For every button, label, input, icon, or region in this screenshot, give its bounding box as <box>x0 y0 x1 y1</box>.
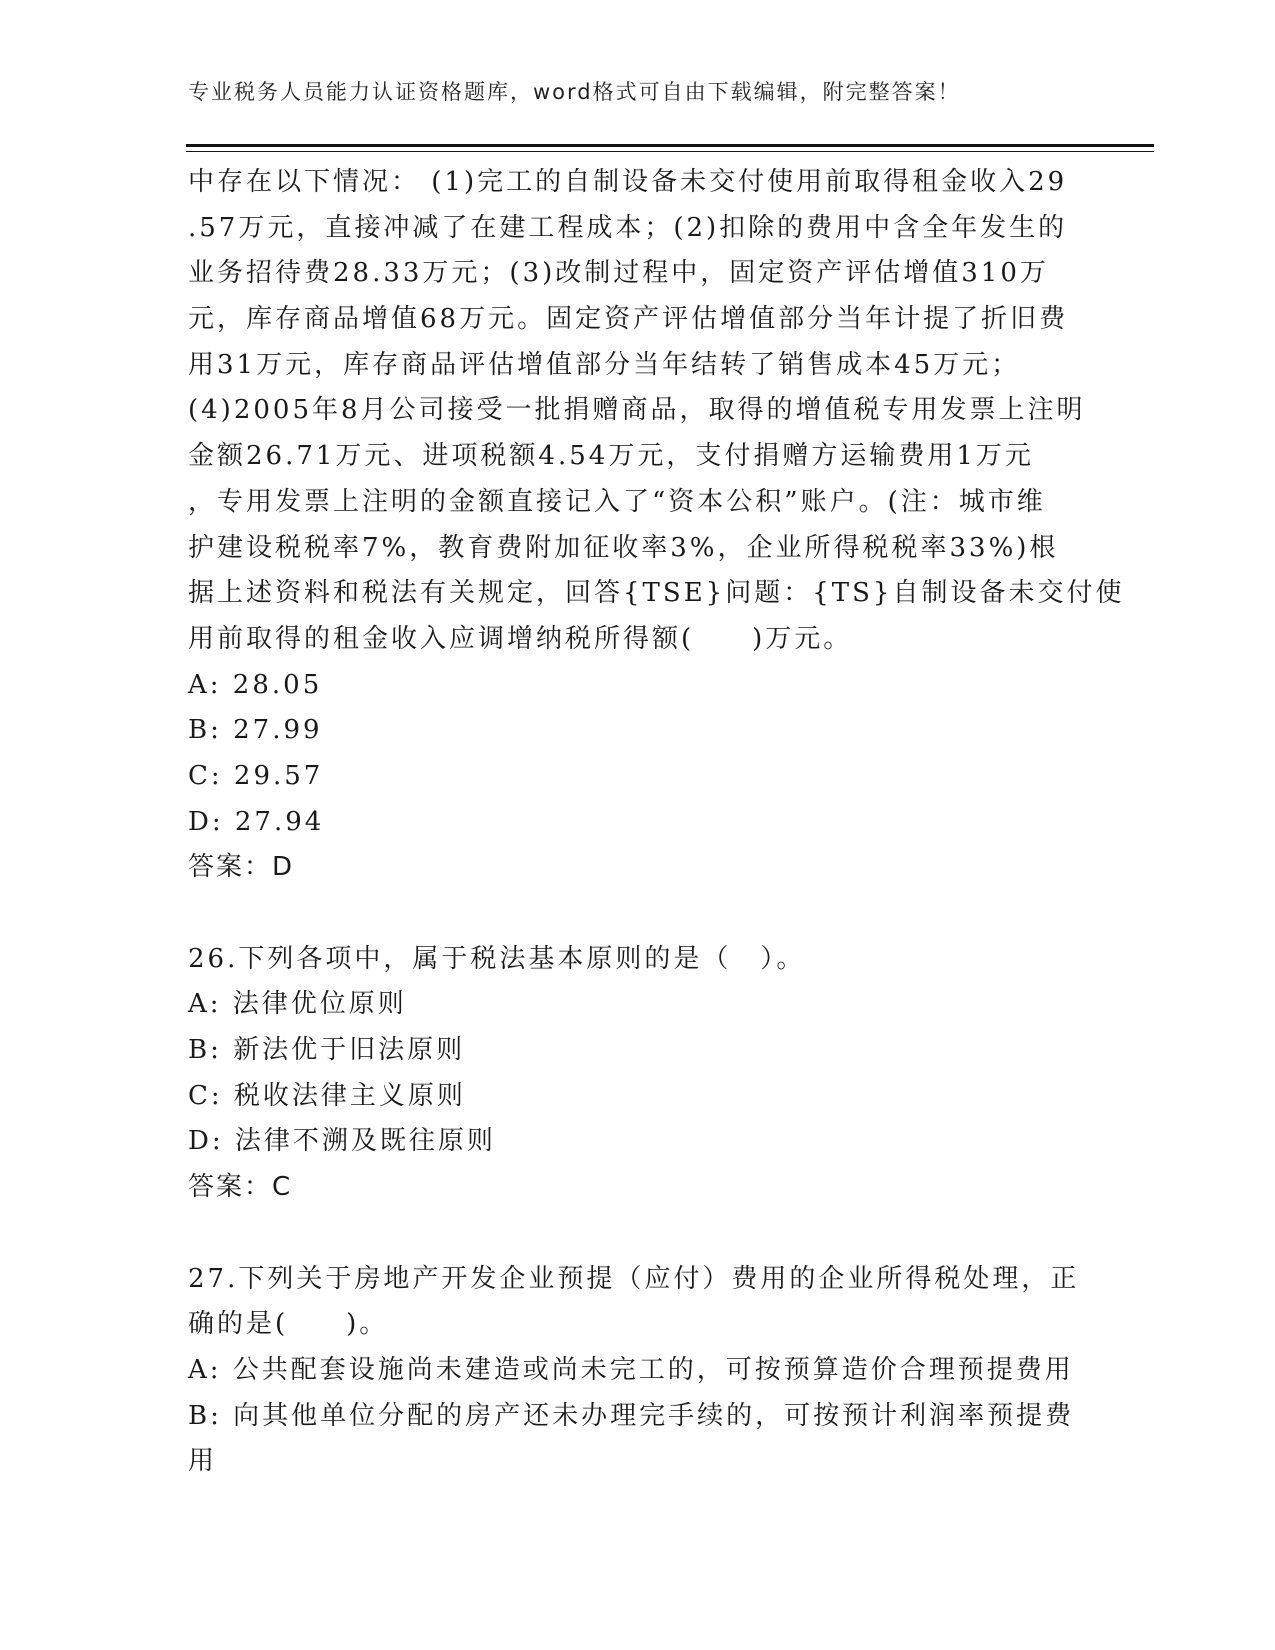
question-25 <box>188 160 1125 891</box>
question-text-line: 业务招待费28.33万元；(3)改制过程中，固定资产评估增值310万 <box>188 258 1049 289</box>
question-stem: 27.下列关于房地产开发企业预提（应付）费用的企业所得税处理，正 <box>188 1263 1080 1294</box>
question-text-line: 金额26.71万元、进项税额4.54万元，支付捐赠方运输费用1万元 <box>188 441 1034 472</box>
option-a: A: 28.05 <box>188 669 323 700</box>
question-text-line: 元，库存商品增值68万元。固定资产评估增值部分当年计提了折旧费 <box>188 304 1069 335</box>
question-text-line: 用前取得的租金收入应调增纳税所得额( )万元。 <box>188 623 853 654</box>
spacer <box>188 891 1088 937</box>
question-text-line: 中存在以下情况： (1)完工的自制设备未交付使用前取得租金收入29 <box>188 167 1068 197</box>
answer: 答案：D <box>188 852 295 883</box>
question-stem: 26.下列各项中，属于税法基本原则的是（ ）。 <box>188 943 806 974</box>
option-b: B: 新法优于旧法原则 <box>188 1035 466 1066</box>
question-text-line: 据上述资料和税法有关规定，回答{TSE}问题：{TS}自制设备未交付使 <box>188 578 1125 609</box>
question-stem: 确的是( )。 <box>188 1309 389 1340</box>
question-text-line: 护建设税税率7%，教育费附加征收率3%，企业所得税税率33%)根 <box>188 532 1059 563</box>
document-header: 专业税务人员能力认证资格题库，word格式可自由下载编辑，附完整答案！ <box>188 80 961 104</box>
question-text-line: (4)2005年8月公司接受一批捐赠商品，取得的增值税专用发票上注明 <box>188 395 1086 426</box>
option-c: C: 29.57 <box>188 760 324 791</box>
question-text-line: 用31万元，库存商品评估增值部分当年结转了销售成本45万元； <box>188 349 1021 380</box>
question-text-line: .57万元，直接冲减了在建工程成本；(2)扣除的费用中含全年发生的 <box>188 212 1068 243</box>
answer: 答案：C <box>188 1172 293 1203</box>
option-a: A: 公共配套设施尚未建造或尚未完工的，可按预算造价合理预提费用 <box>188 1354 1074 1385</box>
option-d: D: 27.94 <box>188 806 325 837</box>
question-text-line: ，专用发票上注明的金额直接记入了“资本公积”账户。(注：城市维 <box>188 486 1046 517</box>
spacer <box>188 1211 1088 1257</box>
option-b: B: 27.99 <box>188 715 323 746</box>
option-b-continued: 用 <box>188 1446 218 1477</box>
option-b: B: 向其他单位分配的房产还未办理完手续的，可按预计利润率预提费 <box>188 1400 1075 1431</box>
header-rule-thick <box>186 144 1154 147</box>
question-26 <box>188 937 1088 1211</box>
question-27 <box>188 1257 1088 1485</box>
option-a: A: 法律优位原则 <box>188 989 407 1020</box>
option-c: C: 税收法律主义原则 <box>188 1080 466 1111</box>
option-d: D: 法律不溯及既往原则 <box>188 1126 496 1157</box>
header-rule-thin <box>186 151 1154 152</box>
document-body <box>188 160 1125 1485</box>
